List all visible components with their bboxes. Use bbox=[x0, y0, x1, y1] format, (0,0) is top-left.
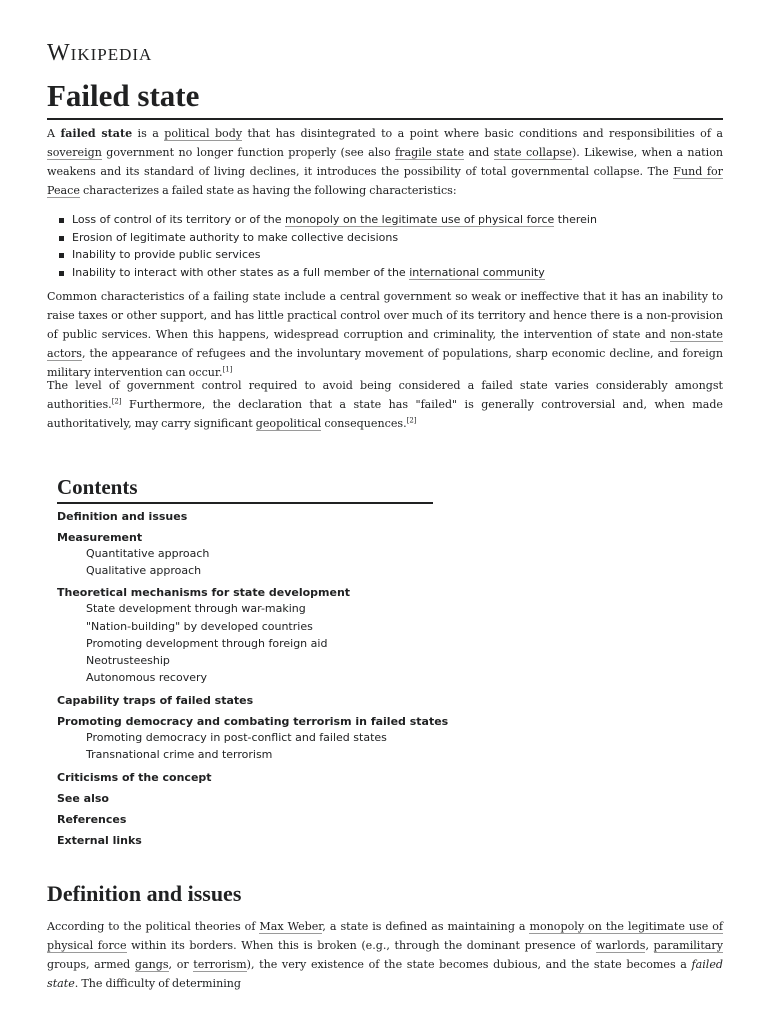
citation-ref[interactable]: [2] bbox=[406, 416, 417, 425]
link-monopoly-on-force[interactable]: monopoly on the legitimate use of physical force bbox=[47, 920, 724, 952]
control-paragraph bbox=[47, 376, 723, 433]
toc-item-capability-traps[interactable]: Capability traps of failed states bbox=[57, 694, 254, 707]
body-text: , bbox=[645, 939, 654, 952]
link-fund-for-peace[interactable]: Fund for Peace bbox=[47, 165, 723, 197]
toc-item-definition-and-issues[interactable]: Definition and issues bbox=[57, 510, 188, 523]
intro-text: is a bbox=[132, 127, 165, 140]
body-text: consequences. bbox=[321, 417, 407, 430]
intro-bold-term: failed state bbox=[60, 127, 133, 140]
link-state-collapse[interactable]: state collapse bbox=[493, 146, 572, 159]
link-fragile-state[interactable]: fragile state bbox=[395, 146, 465, 159]
toc-item-measurement[interactable]: Measurement bbox=[57, 531, 143, 544]
link-monopoly-on-force[interactable]: monopoly on the legitimate use of physical force bbox=[285, 213, 555, 226]
link-paramilitary[interactable]: paramilitary bbox=[653, 939, 723, 952]
link-warlords[interactable]: warlords bbox=[595, 939, 646, 952]
toc-item-quantitative-approach[interactable]: Quantitative approach bbox=[86, 547, 210, 560]
toc-item-neotrusteeship[interactable]: Neotrusteeship bbox=[86, 654, 170, 667]
table-of-contents bbox=[57, 474, 449, 847]
link-gangs[interactable]: gangs bbox=[134, 958, 169, 971]
body-text: , the appearance of refugees and the involuntary movement of populations, sharp economic decline, and foreign military intervention can occur. bbox=[47, 347, 723, 379]
toc-item-autonomous-recovery[interactable]: Autonomous recovery bbox=[86, 671, 208, 684]
body-text: Common characteristics of a failing state include a central government so weak or ineffective that it has an inability to raise taxes or other support, and has little practical control over much of its territory and hence there is a non-provision of public services. When this happens, widespread corruption and criminality, the intervention of state and bbox=[47, 290, 723, 341]
section-heading: Definition and issues bbox=[47, 881, 242, 906]
list-item bbox=[47, 246, 723, 264]
toc-item-promoting-democracy[interactable]: Promoting democracy and combating terrorism in failed states bbox=[57, 715, 449, 728]
link-sovereign[interactable]: sovereign bbox=[47, 146, 102, 159]
body-text: . The difficulty of determining bbox=[74, 977, 242, 990]
toc-item-foreign-aid[interactable]: Promoting development through foreign aid bbox=[86, 637, 328, 650]
link-max-weber[interactable]: Max Weber bbox=[259, 920, 323, 933]
toc-item-nation-building[interactable]: "Nation-building" by developed countries bbox=[86, 620, 313, 633]
toc-item-qualitative-approach[interactable]: Qualitative approach bbox=[86, 564, 202, 577]
emphasis-term: failed state bbox=[47, 958, 723, 990]
list-item-text: Inability to interact with other states as a full member of the bbox=[72, 265, 410, 279]
intro-paragraph bbox=[47, 124, 723, 200]
toc-item-references[interactable]: References bbox=[57, 813, 127, 826]
list-item bbox=[47, 211, 723, 229]
toc-item-post-conflict[interactable]: Promoting democracy in post-conflict and failed states bbox=[86, 731, 387, 744]
intro-text: government no longer function properly (see also bbox=[101, 146, 396, 159]
body-text: Furthermore, the declaration that a state has "failed" is generally controversial and, when made authoritatively, may carry significant bbox=[47, 398, 723, 430]
body-text: , a state is defined as maintaining a bbox=[322, 920, 530, 933]
contents-title: Contents bbox=[57, 474, 433, 504]
list-item-text: Inability to provide public services bbox=[72, 248, 261, 261]
body-text: within its borders. When this is broken (e.g., through the dominant presence of bbox=[126, 939, 596, 952]
list-item bbox=[47, 264, 723, 282]
link-international-community[interactable]: international community bbox=[409, 265, 545, 279]
intro-text: and bbox=[464, 146, 494, 159]
list-item-text: Erosion of legitimate authority to make collective decisions bbox=[72, 230, 399, 244]
link-geopolitical[interactable]: geopolitical bbox=[255, 417, 322, 430]
intro-text: A bbox=[47, 127, 61, 140]
link-terrorism[interactable]: terrorism bbox=[193, 958, 247, 971]
toc-item-war-making[interactable]: State development through war-making bbox=[86, 602, 306, 615]
intro-text: ). Likewise, when a nation weakens and its standard of living declines, it introduces the possibility of total governmental collapse. The bbox=[47, 146, 724, 178]
link-political-body[interactable]: political body bbox=[164, 127, 243, 140]
citation-ref[interactable]: [2] bbox=[111, 397, 122, 406]
list-item bbox=[47, 229, 723, 247]
body-text: groups, armed bbox=[47, 958, 135, 971]
intro-text: that has disintegrated to a point where basic conditions and responsibilities of a bbox=[242, 127, 723, 140]
page-title: Failed state bbox=[47, 76, 723, 120]
characteristics-list bbox=[47, 211, 723, 281]
list-item-text: therein bbox=[554, 213, 597, 226]
toc-item-criticisms[interactable]: Criticisms of the concept bbox=[57, 771, 212, 784]
list-item-text: Loss of control of its territory or of the bbox=[72, 213, 286, 226]
body-text: The level of government control required to avoid being considered a failed state varies considerably amongst authorities. bbox=[47, 379, 723, 411]
toc-item-see-also[interactable]: See also bbox=[57, 792, 109, 805]
wikipedia-logo[interactable]: Wikipedia bbox=[47, 40, 153, 66]
intro-text: characterizes a failed state as having the following characteristics: bbox=[79, 184, 457, 197]
characteristics-paragraph bbox=[47, 287, 723, 382]
citation-ref[interactable]: [1] bbox=[222, 365, 233, 374]
toc-item-theoretical-mechanisms[interactable]: Theoretical mechanisms for state development bbox=[57, 586, 351, 599]
body-text: According to the political theories of bbox=[47, 920, 260, 933]
link-non-state-actors[interactable]: non-state actors bbox=[47, 328, 723, 360]
toc-item-external-links[interactable]: External links bbox=[57, 834, 142, 847]
body-text: ), the very existence of the state becomes dubious, and the state becomes a bbox=[246, 958, 692, 971]
body-text: , or bbox=[168, 958, 194, 971]
definition-paragraph bbox=[47, 917, 723, 993]
toc-item-transnational-crime[interactable]: Transnational crime and terrorism bbox=[86, 748, 273, 761]
